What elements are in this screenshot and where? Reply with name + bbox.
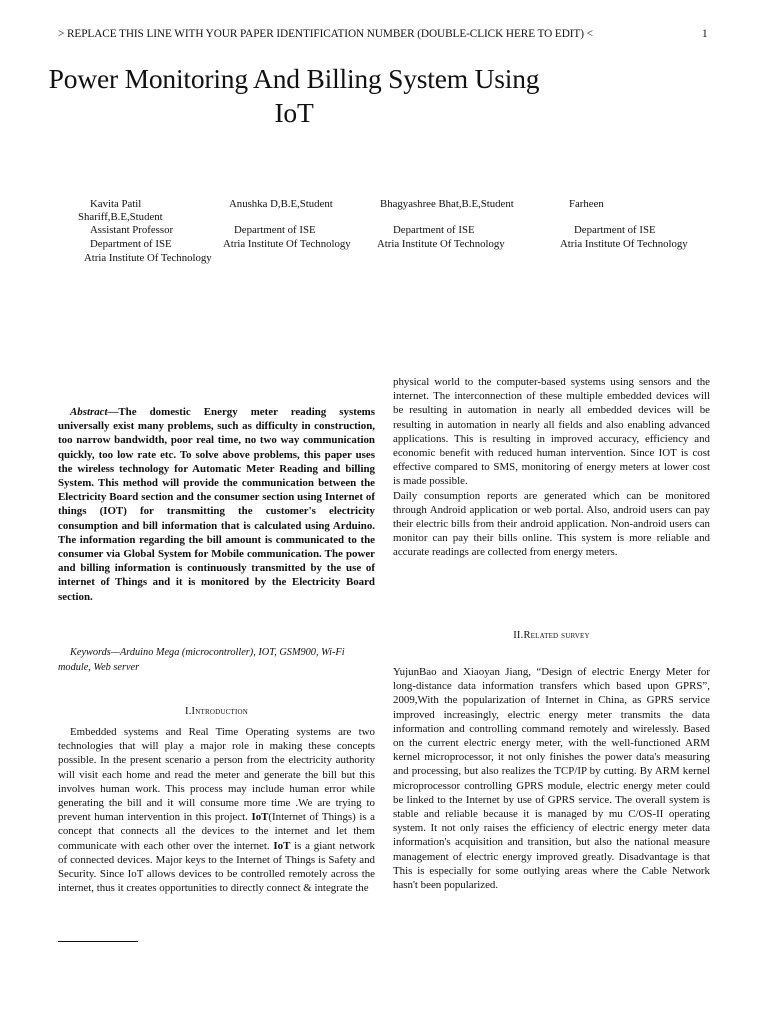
abstract (58, 405, 375, 604)
intro-text-b: (Internet of Things) is a concept that connects all the devices to the internet and let them communicate with each other over the internet. (58, 811, 376, 852)
author-name: Bhagyashree Bhat,B.E,Student (380, 198, 514, 210)
daily-consumption-paragraph: Daily consumption reports are generated which can be monitored through Android application or web portal. Also, android users can pay their electric bills from their android application. Non-android users can monitor can pay their bills online. This system is more reliable and accurate readings are collected from energy meters. (393, 489, 710, 559)
author-institute: Atria Institute Of Technology (223, 238, 351, 250)
keywords-dash: — (110, 647, 120, 658)
keywords-label: Keywords (70, 647, 111, 658)
author-dept: Department of ISE (234, 224, 316, 236)
section-title: Introduction (191, 706, 248, 717)
author-dept: Department of ISE (393, 224, 475, 236)
author-institute: Atria Institute Of Technology (377, 238, 505, 250)
intro-text-a: Embedded systems and Real Time Operating systems are two technologies that will play a major role in making these concepts possible. In the present scenario a person from the electricity authority will visit each home and read the meter and generate the bill but this involves human work. This process may include human error while generating the bill and it will consume more time .We are trying to prevent human intervention in this project. (58, 726, 375, 824)
iot-term: IoT (251, 811, 269, 824)
intro-text-c: is a giant network of connected devices. Major keys to the Internet of Things is Safety and Security. Since IoT allows devices to be controlled remotely across the internet, thus it creates opportunities to directly connect & integrate the (58, 839, 375, 895)
footnote-rule (58, 941, 138, 942)
author-institute: Atria Institute Of Technology (560, 238, 688, 250)
running-head: > REPLACE THIS LINE WITH YOUR PAPER IDENTIFICATION NUMBER (DOUBLE-CLICK HERE TO EDIT) < (58, 28, 593, 40)
author-name: Shariff,B.E,Student (78, 211, 163, 223)
author-role: Assistant Professor (90, 224, 174, 236)
abstract-label: Abstract (70, 406, 108, 418)
introduction-body (58, 725, 375, 895)
page-number: 1 (702, 28, 708, 40)
author-name: Farheen (569, 198, 604, 210)
author-name: Anushka D,B.E,Student (229, 198, 333, 210)
right-column-intro (393, 375, 710, 560)
section-title: Related survey (523, 630, 590, 641)
paper-title-line1: Power Monitoring And Billing System Using (48, 63, 540, 94)
abstract-text: The domestic Energy meter reading systems universally exist many problems, such as difficulty in construction, too narrow bandwidth, poor real time, no two way communication quickly, too low rate etc. To solve above problems, this paper uses the wireless technology for Automatic Meter Reading and billing System. This method will provide the communication between the Electricity Board section and the consumer section using Internet of things (IOT) for transmitting the customer's electricity consumption and bill information that is calculated using Arduino. The information regarding the bill amount is communicated to the consumer via Global System for Mobile communication. The power and billing information is continuously transmitted by the use of internet of Things and it is monitored by the Electricity Board section. (58, 406, 375, 603)
abstract-dash: — (107, 406, 119, 418)
paper-title-line2: IoT (274, 97, 314, 128)
intro-continuation: physical world to the computer-based systems using sensors and the internet. The interconnection of these multiple embedded devices will be resulting in automation in nearly all embedded devices will be resulting in automation in nearly all fields and also enabling advanced applications. This is resulting in improved accuracy, efficiency and economic benefit with reduced human intervention. Since IOT is cost effective compared to SMS, monitoring of energy meters at lower cost is made possible. (393, 376, 710, 488)
iot-term: IoT (273, 839, 291, 852)
section-heading: I.Introduction (185, 706, 248, 717)
keywords (58, 645, 375, 675)
author-name: Kavita Patil (90, 198, 142, 210)
related-survey-text: YujunBao and Xiaoyan Jiang, “Design of electric Energy Meter for long-distance data information transfers which based upon GPRS”, 2009,With the popularization of Internet in China, as GPRS service improved increasingly, electric energy meter transmits the data information and controlling command remotely and wirelessly. Based on the current electric energy meter, with the well-functioned ARM kernel microprocessor, it not only finishes the power data's measuring and processing, but also realizes the TCP/IP by cutting. By ARM kernel microprocessor controlling GPRS module, electric energy meter could be linked to the Internet by use of GPRS service. The overall system is stable and reliable because it is managed by mu C/OS-II operating system. It not only raises the efficiency of electric energy meter data information's acquisition and transition, but also the national measure management of electric energy improved greatly. Disadvantage is that This is especially for some outlying areas where the Cable Network hasn't been popularized. (393, 666, 710, 892)
keywords-text: Arduino Mega (microcontroller), IOT, GSM900, Wi-Fi module, Web server (58, 647, 345, 673)
author-dept: Department of ISE (90, 238, 172, 250)
author-dept: Department of ISE (574, 224, 656, 236)
section-heading: II.Related survey (513, 630, 590, 641)
related-survey-body (393, 665, 710, 892)
author-institute: Atria Institute Of Technology (84, 252, 212, 264)
paper-title (0, 62, 588, 130)
